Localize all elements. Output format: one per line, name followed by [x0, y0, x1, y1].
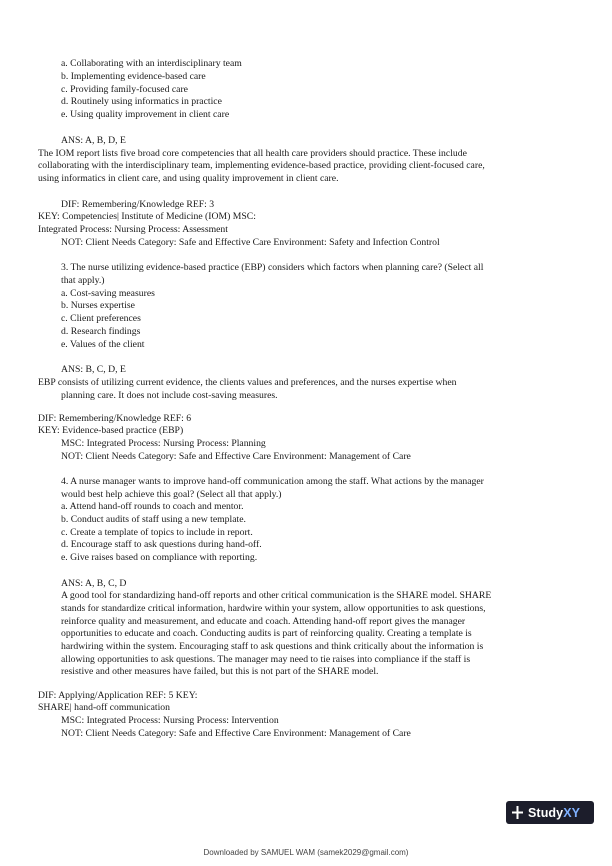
brand-wordmark: [528, 806, 580, 820]
q4-not: NOT: Client Needs Category: Safe and Effective Care Environment: Management of Care: [61, 728, 411, 739]
q4-key: SHARE| hand-off communication: [38, 702, 170, 713]
brand-name: Study: [528, 805, 564, 820]
q3-option-c: c. Client preferences: [61, 313, 141, 324]
q2-rationale-line: using informatics in client care, and using quality improvement in client care.: [38, 173, 339, 184]
q4-stem-line: would best help achieve this goal? (Select all that apply.): [61, 489, 282, 500]
q4-rationale-line: stands for standardize critical information, hardwire within your system, allow opportunities to ask questions,: [61, 603, 486, 614]
plus-icon: [506, 801, 528, 824]
q4-rationale-line: opportunities to educate and coach. Conducting audits is part of reinforcing quality. Creating a template is: [61, 628, 472, 639]
q3-option-b: b. Nurses expertise: [61, 300, 135, 311]
q4-option-b: b. Conduct audits of staff using a new template.: [61, 514, 246, 525]
q4-rationale-line: A good tool for standardizing hand-off reports and other critical communication is the SHARE model. SHARE: [61, 590, 492, 601]
q4-option-a: a. Attend hand-off rounds to coach and mentor.: [61, 501, 244, 512]
q4-option-c: c. Create a template of topics to include in report.: [61, 527, 253, 538]
q4-dif: DIF: Applying/Application REF: 5 KEY:: [38, 690, 198, 701]
q3-answer: ANS: B, C, D, E: [61, 364, 126, 375]
q2-option-c: c. Providing family-focused care: [61, 84, 188, 95]
q2-rationale-line: collaborating with the interdisciplinary team, implementing evidence-based practice, providing client-focused care,: [38, 160, 485, 171]
q2-option-d: d. Routinely using informatics in practice: [61, 96, 222, 107]
q4-msc: MSC: Integrated Process: Nursing Process: Intervention: [61, 715, 279, 726]
q4-answer: ANS: A, B, C, D: [61, 578, 127, 589]
q3-key: KEY: Evidence-based practice (EBP): [38, 425, 184, 436]
q3-msc: MSC: Integrated Process: Nursing Process: Planning: [61, 438, 266, 449]
q4-option-d: d. Encourage staff to ask questions during hand-off.: [61, 539, 262, 550]
q3-stem-line: 3. The nurse utilizing evidence-based practice (EBP) considers which factors when planning care? (Select all: [61, 262, 484, 273]
q2-dif: DIF: Remembering/Knowledge REF: 3: [61, 199, 215, 210]
q4-rationale-line: allowing opportunities to ask questions. The manager may need to tie raises into compliance if the staff is: [61, 654, 471, 665]
q2-key: KEY: Competencies| Institute of Medicine (IOM) MSC:: [38, 211, 256, 222]
download-footer: Downloaded by SAMUEL WAM (samek2029@gmail.com): [203, 848, 409, 857]
q3-option-e: e. Values of the client: [61, 339, 145, 350]
q3-stem-line: that apply.): [61, 275, 105, 286]
q2-answer: ANS: A, B, D, E: [61, 135, 126, 146]
q4-stem-line: 4. A nurse manager wants to improve hand-off communication among the staff. What actions by the manager: [61, 476, 484, 487]
q4-rationale-line: resistive and other measures have failed, but this is not part of the SHARE model.: [61, 666, 379, 677]
q2-not: NOT: Client Needs Category: Safe and Effective Care Environment: Safety and Infection Control: [61, 237, 440, 248]
q2-option-e: e. Using quality improvement in client care: [61, 109, 230, 120]
q3-not: NOT: Client Needs Category: Safe and Effective Care Environment: Management of Care: [61, 451, 411, 462]
q2-rationale-line: The IOM report lists five broad core competencies that all health care providers should practice. These include: [38, 148, 467, 159]
q2-integrated: Integrated Process: Nursing Process: Assessment: [38, 224, 228, 235]
q3-option-a: a. Cost-saving measures: [61, 288, 155, 299]
q2-option-a: a. Collaborating with an interdisciplinary team: [61, 58, 242, 69]
q4-rationale-line: hardwiring within the system. Encouraging staff to ask questions and think critically about the information is: [61, 641, 484, 652]
q3-rationale-line: EBP consists of utilizing current evidence, the clients values and preferences, and the nurses expertise when: [38, 377, 457, 388]
q4-option-e: e. Give raises based on compliance with reporting.: [61, 552, 258, 563]
studyxy-logo[interactable]: [506, 801, 594, 824]
q3-rationale-line: planning care. It does not include cost-saving measures.: [61, 390, 278, 401]
q2-option-b: b. Implementing evidence-based care: [61, 71, 206, 82]
q4-rationale-line: reinforce quality and measurement, and educate and coach. Attending hand-off report gives the manager: [61, 616, 466, 627]
brand-suffix: XY: [563, 805, 581, 820]
q3-option-d: d. Research findings: [61, 326, 141, 337]
q3-dif: DIF: Remembering/Knowledge REF: 6: [38, 413, 192, 424]
